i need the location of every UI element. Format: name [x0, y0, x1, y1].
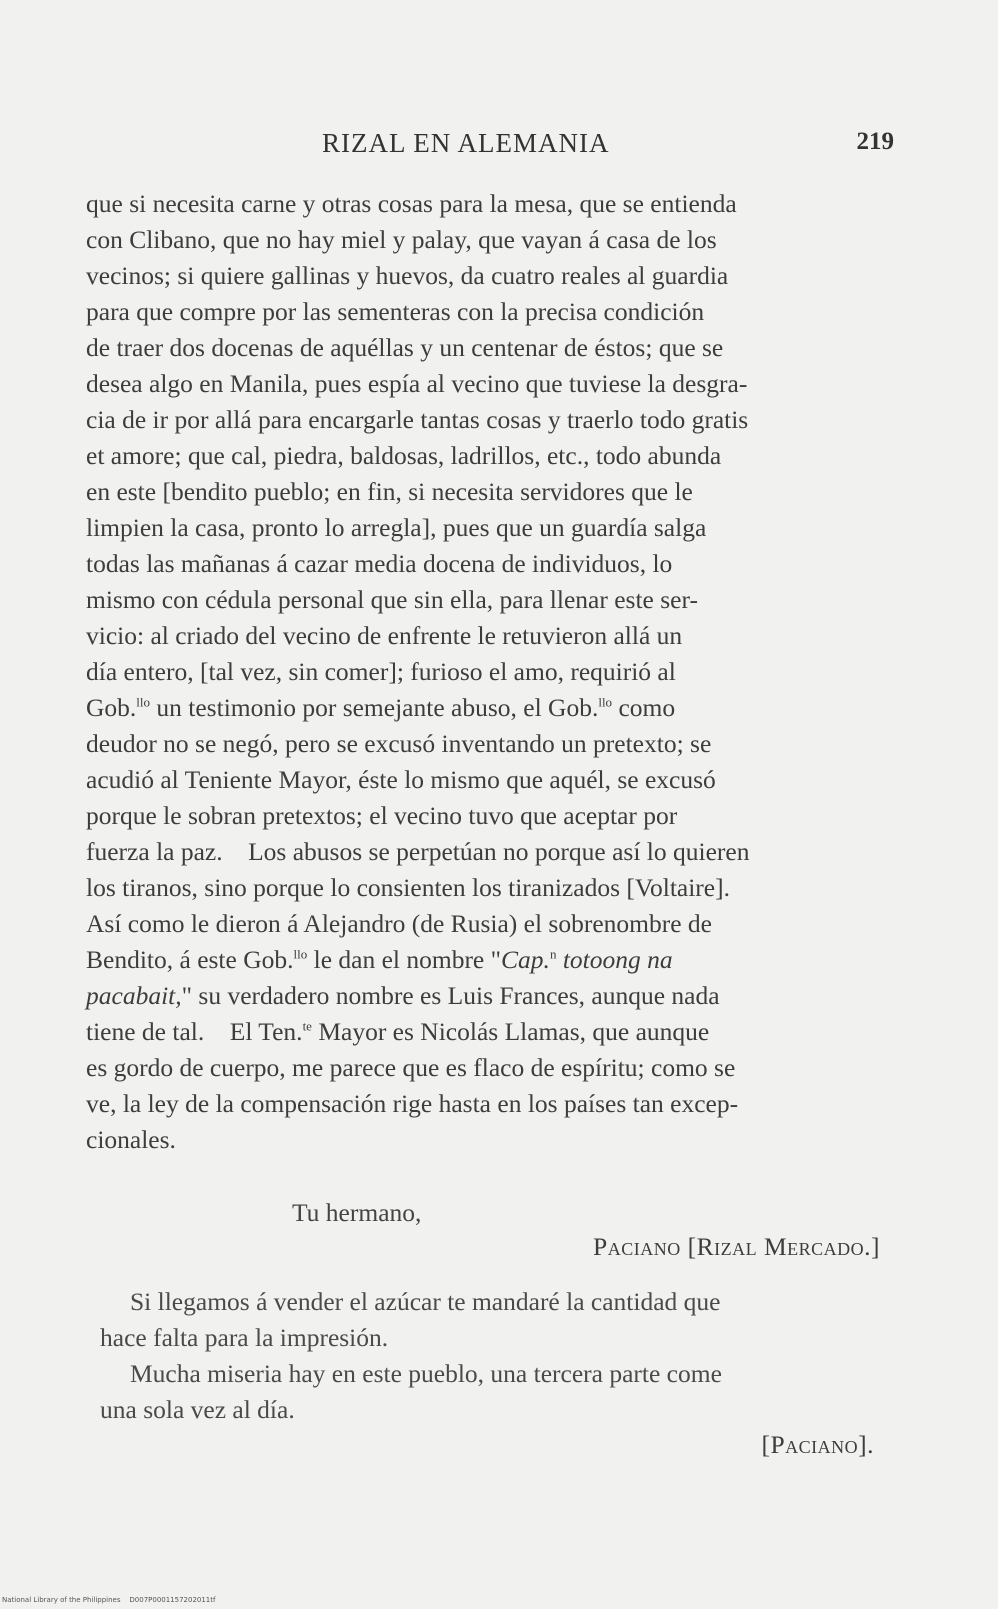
text-line: en este [bendito pueblo; en fin, si necesita servidores que le [86, 477, 693, 506]
text-line: et amore; que cal, piedra, baldosas, ladrillos, etc., todo abunda [86, 441, 722, 470]
signature: Paciano [Rizal Mercado.] [593, 1232, 880, 1261]
text-line: acudió al Teniente Mayor, éste lo mismo que aquél, se excusó [86, 765, 716, 794]
text-line: los tiranos, sino porque lo consienten los tiranizados [Voltaire]. [86, 873, 730, 902]
text-line: todas las mañanas á cazar media docena de individuos, lo [86, 549, 673, 578]
postscript-line: Mucha miseria hay en este pueblo, una tercera parte come [130, 1359, 722, 1388]
text-fragment: Gob.$^{llo}$ un testimonio por semejante abuso, el Gob.$^{llo}$ como [86, 693, 676, 722]
closing-salutation: Tu hermano, [292, 1198, 422, 1227]
page-header [0, 128, 998, 168]
text-line: vecinos; si quiere gallinas y huevos, da cuatro reales al guardia [86, 261, 729, 290]
postscript [100, 1284, 898, 1428]
text-line: vicio: al criado del vecino de enfrente le retuvieron allá un [86, 621, 683, 650]
postscript-line: hace falta para la impresión. [100, 1323, 389, 1352]
postscript-signature: [Paciano]. [761, 1430, 874, 1459]
text-line: de traer dos docenas de aquéllas y un centenar de éstos; que se [86, 333, 724, 362]
text-line: deudor no se negó, pero se excusó inventando un pretexto; se [86, 729, 712, 758]
text-line: día entero, [tal vez, sin comer]; furioso el amo, requirió al [86, 657, 676, 686]
text-fragment: pacabait," su verdadero nombre es Luis Frances, aunque nada [86, 981, 720, 1010]
text-line: es gordo de cuerpo, me parece que es flaco de espíritu; como se [86, 1053, 736, 1082]
text-line: para que compre por las sementeras con la precisa condición [86, 297, 705, 326]
text-line: que si necesita carne y otras cosas para la mesa, que se entienda [86, 189, 737, 218]
text-line: ve, la ley de la compensación rige hasta en los países tan excep- [86, 1089, 739, 1118]
running-title: RIZAL EN ALEMANIA [322, 128, 610, 158]
text-fragment: Bendito, á este Gob.$^{llo}$ le dan el nombre "Cap.$^n$ totoong na [86, 945, 673, 974]
text-line [86, 690, 898, 726]
text-line [86, 978, 898, 1014]
letter-body [86, 186, 898, 1158]
text-line: cionales. [86, 1125, 176, 1154]
text-line: Así como le dieron á Alejandro (de Rusia) el sobrenombre de [86, 909, 712, 938]
text-line: mismo con cédula personal que sin ella, para llenar este ser- [86, 585, 698, 614]
text-line [86, 942, 898, 978]
text-line: desea algo en Manila, pues espía al vecino que tuviese la desgra- [86, 369, 748, 398]
text-line: con Clibano, que no hay miel y palay, que vayan á casa de los [86, 225, 717, 254]
postscript-line: Si llegamos á vender el azúcar te mandaré la cantidad que [130, 1287, 721, 1316]
text-line [86, 1014, 898, 1050]
postscript-line: una sola vez al día. [100, 1395, 295, 1424]
text-line: fuerza la paz. Los abusos se perpetúan no porque así lo quieren [86, 837, 750, 866]
text-line: cia de ir por allá para encargarle tantas cosas y traerlo todo gratis [86, 405, 749, 434]
page-number: 219 [856, 128, 894, 155]
text-line: limpien la casa, pronto lo arregla], pues que un guardía salga [86, 513, 707, 542]
text-fragment: tiene de tal. El Ten.$^{te}$ Mayor es Nicolás Llamas, que aunque [86, 1017, 710, 1046]
scan-credit: National Library of the Philippines D007P0001157202011tf [2, 1596, 216, 1604]
text-line: porque le sobran pretextos; el vecino tuvo que aceptar por [86, 801, 678, 830]
